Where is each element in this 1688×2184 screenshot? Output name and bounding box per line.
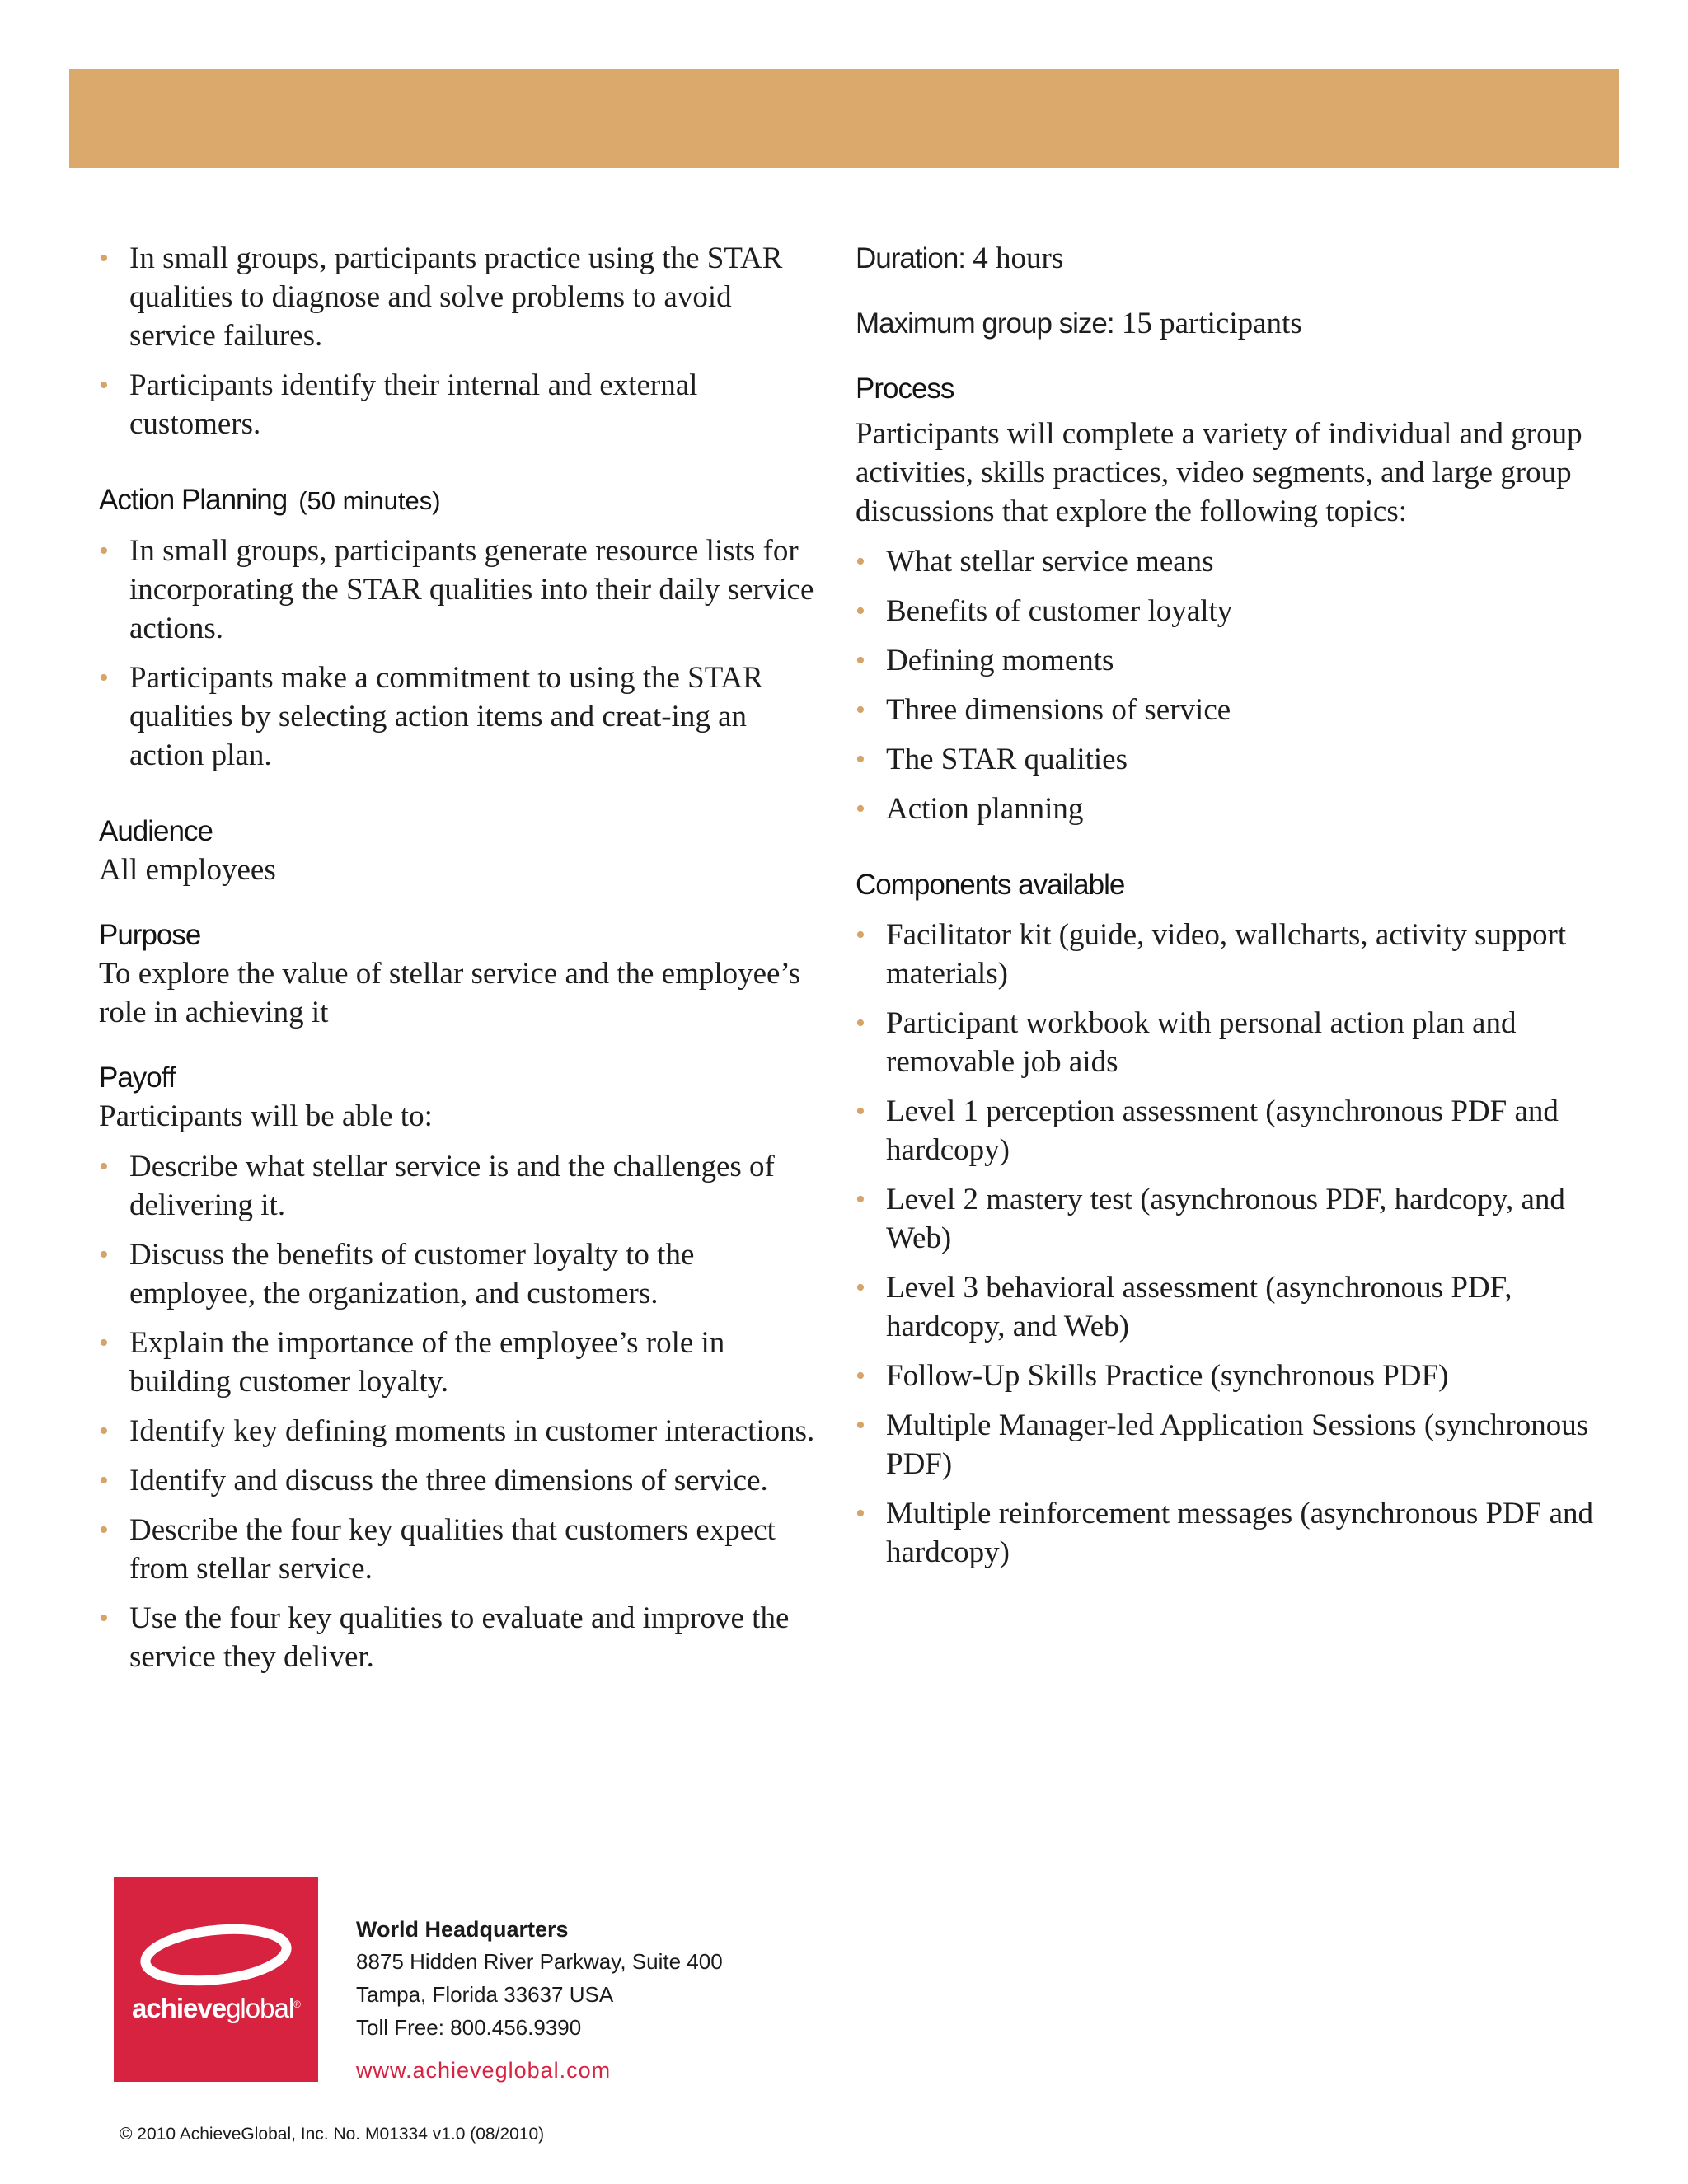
bullet-icon: • <box>856 794 865 824</box>
bullet-icon: • <box>856 695 865 725</box>
audience-text: All employees <box>99 853 276 887</box>
list-item: • Participant workbook with personal action plan and removable job aids <box>856 1004 1597 1081</box>
list-item: • Three dimensions of service <box>856 691 1597 729</box>
bullet-icon: • <box>99 1603 109 1633</box>
action-planning-list <box>99 532 824 775</box>
list-item: • Discuss the benefits of customer loyalty to the employee, the organization, and customers. <box>99 1235 824 1313</box>
bullet-icon: • <box>99 1240 109 1270</box>
hq-address-line2: Tampa, Florida 33637 USA <box>356 1982 614 2007</box>
list-item: • In small groups, participants practice using the STAR qualities to diagnose and solve problems to avoid service failures. <box>99 239 824 355</box>
bullet-icon: • <box>856 1361 865 1391</box>
list-item: • Defining moments <box>856 641 1597 680</box>
group-size-value: 15 participants <box>1121 307 1302 340</box>
bullet-icon: • <box>856 596 865 626</box>
bullet-icon: • <box>856 1272 865 1303</box>
list-item: • Follow-Up Skills Practice (synchronous PDF) <box>856 1357 1597 1395</box>
payoff-heading: Payoff <box>99 1062 176 1094</box>
purpose-heading: Purpose <box>99 919 201 951</box>
list-item: • Use the four key qualities to evaluate and improve the service they deliver. <box>99 1599 824 1676</box>
bullet-icon: • <box>856 1184 865 1215</box>
copyright-footer: © 2010 AchieveGlobal, Inc. No. M01334 v1.0 (08/2010) <box>120 2125 545 2144</box>
list-item: • Multiple reinforcement messages (asynchronous PDF and hardcopy) <box>856 1494 1597 1572</box>
payoff-intro: Participants will be able to: <box>99 1099 433 1133</box>
list-item: • Identify and discuss the three dimensions of service. <box>99 1461 824 1500</box>
website-link[interactable]: www.achieveglobal.com <box>356 2058 612 2083</box>
bullet-icon: • <box>856 645 865 676</box>
hq-title: World Headquarters <box>356 1917 569 1942</box>
bullet-icon: • <box>99 663 109 693</box>
headquarters-info <box>356 1914 723 2087</box>
list-item: • In small groups, participants generate resource lists for incorporating the STAR qualities into their daily service actions. <box>99 532 824 648</box>
bullet-icon: • <box>99 1416 109 1446</box>
header-accent-bar <box>69 69 1619 168</box>
list-item: • What stellar service means <box>856 542 1597 581</box>
list-item: • Benefits of customer loyalty <box>856 592 1597 630</box>
bullet-icon: • <box>99 243 109 274</box>
bullet-icon: • <box>856 1096 865 1127</box>
logo-wordmark: achieveglobal® <box>131 1993 300 2023</box>
bullet-icon: • <box>99 1328 109 1358</box>
bullet-icon: • <box>856 1498 865 1529</box>
bullet-icon: • <box>99 1465 109 1496</box>
bullet-icon: • <box>99 536 109 566</box>
list-item: • Describe what stellar service is and the challenges of delivering it. <box>99 1147 824 1225</box>
group-size-label: Maximum group size: <box>856 307 1114 340</box>
group-size-line <box>856 304 1597 343</box>
list-item: • Multiple Manager-led Application Sessions (synchronous PDF) <box>856 1406 1597 1483</box>
duration-value: 4 hours <box>973 241 1064 275</box>
bullet-icon: • <box>99 1151 109 1182</box>
process-topics-list <box>856 542 1597 828</box>
achieveglobal-logo <box>114 1877 318 2082</box>
list-item: • Level 3 behavioral assessment (asynchronous PDF, hardcopy, and Web) <box>856 1268 1597 1346</box>
audience-heading: Audience <box>99 815 213 847</box>
hq-phone: Toll Free: 800.456.9390 <box>356 2015 582 2040</box>
process-text: Participants will complete a variety of individual and group activities, skills practices, video segments, and large group discussions that explore the following topics: <box>856 417 1582 528</box>
duration-line <box>856 239 1597 278</box>
bullet-icon: • <box>856 546 865 577</box>
list-item: • Participants identify their internal and external customers. <box>99 366 824 443</box>
purpose-text: To explore the value of stellar service and the employee’s role in achieving it <box>99 957 801 1029</box>
list-item: • Describe the four key qualities that customers expect from stellar service. <box>99 1511 824 1588</box>
bullet-icon: • <box>99 1515 109 1545</box>
list-item: • The STAR qualities <box>856 740 1597 779</box>
process-heading: Process <box>856 373 954 405</box>
list-item: • Action planning <box>856 790 1597 828</box>
list-item: • Explain the importance of the employee’s role in building customer loyalty. <box>99 1324 824 1401</box>
right-column <box>856 239 1597 1582</box>
action-planning-heading: Action Planning (50 minutes) <box>99 484 441 516</box>
duration-label: Duration: <box>856 242 966 274</box>
list-item: • Level 1 perception assessment (asynchronous PDF and hardcopy) <box>856 1092 1597 1169</box>
action-planning-duration: (50 minutes) <box>298 486 441 515</box>
bullet-icon: • <box>856 744 865 775</box>
list-item: • Participants make a commitment to using the STAR qualities by selecting action items and creat-ing an action plan. <box>99 658 824 775</box>
orbit-swoosh-icon <box>135 1922 297 1988</box>
list-item: • Level 2 mastery test (asynchronous PDF, hardcopy, and Web) <box>856 1180 1597 1258</box>
components-heading: Components available <box>856 869 1125 901</box>
components-list <box>856 916 1597 1572</box>
bullet-icon: • <box>856 1410 865 1441</box>
list-item: • Facilitator kit (guide, video, wallcharts, activity support materials) <box>856 916 1597 993</box>
intro-bullet-list <box>99 239 824 443</box>
left-column <box>99 239 824 1687</box>
payoff-list <box>99 1147 824 1676</box>
hq-address-line1: 8875 Hidden River Parkway, Suite 400 <box>356 1949 723 1974</box>
bullet-icon: • <box>856 920 865 950</box>
bullet-icon: • <box>99 370 109 401</box>
list-item: • Identify key defining moments in customer interactions. <box>99 1412 824 1451</box>
bullet-icon: • <box>856 1008 865 1038</box>
